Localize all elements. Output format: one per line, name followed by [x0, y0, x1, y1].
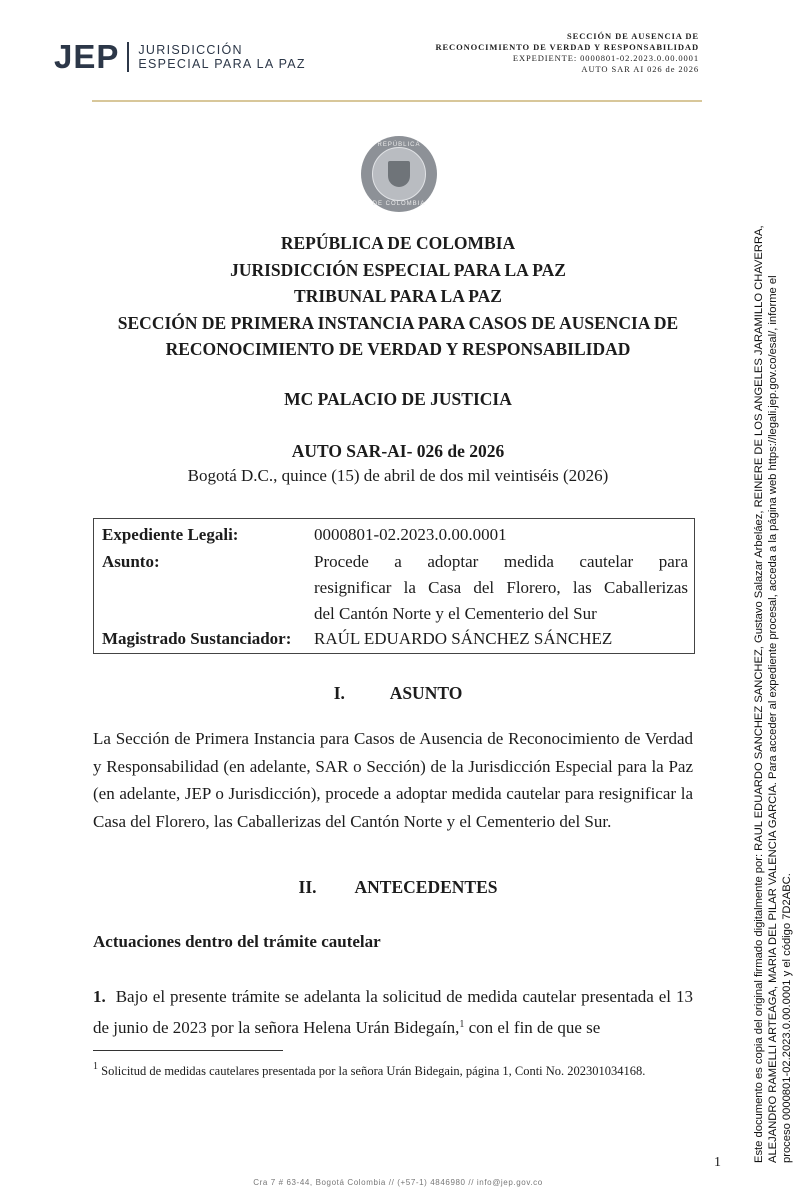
document-titles: [80, 230, 716, 363]
date-line: Bogotá D.C., quince (15) de abril de dos mil veintiséis (2026): [187, 466, 609, 485]
logo-line-1: JURISDICCIÓN: [138, 42, 243, 57]
title-line: REPÚBLICA DE COLOMBIA: [280, 233, 516, 253]
section-number: II.: [298, 877, 317, 897]
case-info-box: [93, 518, 695, 654]
section-heading-antecedentes: [80, 877, 716, 898]
asunto-line-1: Procede a adoptar medida cautelar para: [314, 552, 688, 571]
seal-top-text: REPÚBLICA: [377, 142, 421, 148]
footnote-ref[interactable]: 1: [459, 1018, 465, 1030]
header-rule: [92, 100, 702, 102]
section-title: ASUNTO: [389, 683, 463, 703]
magistrado-value: RAÚL EDUARDO SÁNCHEZ SÁNCHEZ: [314, 629, 613, 648]
section-heading-asunto: [80, 683, 716, 704]
footnote-rule: [93, 1050, 283, 1051]
logo-divider: [127, 42, 129, 72]
stamp-line-2: ALEJANDRO RAMELLI ARTEAGA, MARIA DEL PILAR VALENCIA GARCIA. Para acceder al expediente procesal, acceda a la página web https://legali.jep.gov.co/esal/, informe el: [766, 275, 779, 1163]
header-expediente-value: 0000801-02.2023.0.00.0001: [580, 53, 699, 63]
asunto-label: Asunto:: [102, 552, 160, 571]
title-line: JURISDICCIÓN ESPECIAL PARA LA PAZ: [230, 259, 566, 280]
header-auto: AUTO SAR AI 026 de 2026: [581, 64, 699, 74]
asunto-paragraph: La Sección de Primera Instancia para Casos de Ausencia de Reconocimiento de Verdad y Responsabilidad (en adelante, SAR o Sección) de la Jurisdicción Especial para la Paz (en adelante, JEP o Jurisdicción), procede a adoptar medida cautelar para resignificar la Casa del Florero, las Caballerizas del Cantón Norte y el Cementerio del Sur.: [93, 729, 693, 831]
title-line: TRIBUNAL PARA LA PAZ: [294, 286, 502, 306]
section-number: I.: [333, 683, 345, 703]
title-line: SECCIÓN DE PRIMERA INSTANCIA PARA CASOS DE AUSENCIA DE: [117, 312, 679, 333]
seal-inner: [372, 147, 426, 201]
logo-line-2: ESPECIAL PARA LA PAZ: [138, 56, 306, 71]
mc-title: MC PALACIO DE JUSTICIA: [284, 389, 512, 409]
magistrado-label: Magistrado Sustanciador:: [102, 629, 292, 648]
jep-logo: [54, 40, 306, 73]
auto-title: AUTO SAR-AI- 026 de 2026: [291, 441, 505, 461]
seal-bottom-text: DE COLOMBIA: [372, 201, 426, 207]
footnote-text: Solicitud de medidas cautelares presentada por la señora Urán Bidegain, página 1, Conti No. 202301034168.: [101, 1064, 646, 1078]
paragraph-number: 1.: [93, 987, 106, 1006]
expediente-value: 0000801-02.2023.0.00.0001: [314, 525, 507, 544]
digital-signature-stamp: [753, 163, 796, 1163]
header-section-line-1: SECCIÓN DE AUSENCIA DE: [567, 31, 699, 41]
subheading: Actuaciones dentro del trámite cautelar: [93, 932, 381, 951]
header-reference: [435, 31, 699, 75]
page-number: 1: [714, 1155, 721, 1170]
shield-icon: [388, 161, 410, 187]
footnote: [93, 1058, 693, 1080]
section-title: ANTECEDENTES: [354, 877, 498, 897]
header-expediente-label: EXPEDIENTE:: [512, 53, 578, 63]
footer-contact: Cra 7 # 63-44, Bogotá Colombia // (+57-1) 4846980 // info@jep.gov.co: [253, 1178, 543, 1187]
expediente-label: Expediente Legali:: [102, 525, 239, 544]
asunto-line-2: resignificar la Casa del Florero, las Caballerizas: [314, 578, 688, 597]
asunto-line-3: del Cantón Norte y el Cementerio del Sur: [314, 604, 597, 623]
logo-text: [138, 43, 306, 71]
header-section-line-2: RECONOCIMIENTO DE VERDAD Y RESPONSABILIDAD: [435, 42, 699, 52]
paragraph-text: Bajo el presente trámite se adelanta la solicitud de medida cautelar presentada el 13 de junio de 2023 por la señora Helena Urán Bidegaín,: [93, 987, 694, 1037]
colombia-seal-icon: [361, 136, 437, 212]
footnote-number: 1: [93, 1061, 98, 1072]
stamp-line-3: proceso 0000801-02.2023.0.00.0001 y el código 7D2ABC.: [780, 873, 793, 1163]
stamp-line-1: Este documento es copia del original firmado digitalmente por: RAUL EDUARDO SANCHEZ SANCHEZ, Gustavo Salazar Arbeláez, REINERE DE LOS ANGELES JARAMILLO CHAVERRA,: [753, 225, 765, 1163]
title-line: RECONOCIMIENTO DE VERDAD Y RESPONSABILIDAD: [165, 339, 631, 359]
paragraph-1: [93, 983, 693, 1041]
paragraph-text-continued: con el fin de que se: [468, 1017, 601, 1037]
header-expediente: [435, 53, 699, 64]
logo-mark: JEP: [54, 38, 120, 75]
